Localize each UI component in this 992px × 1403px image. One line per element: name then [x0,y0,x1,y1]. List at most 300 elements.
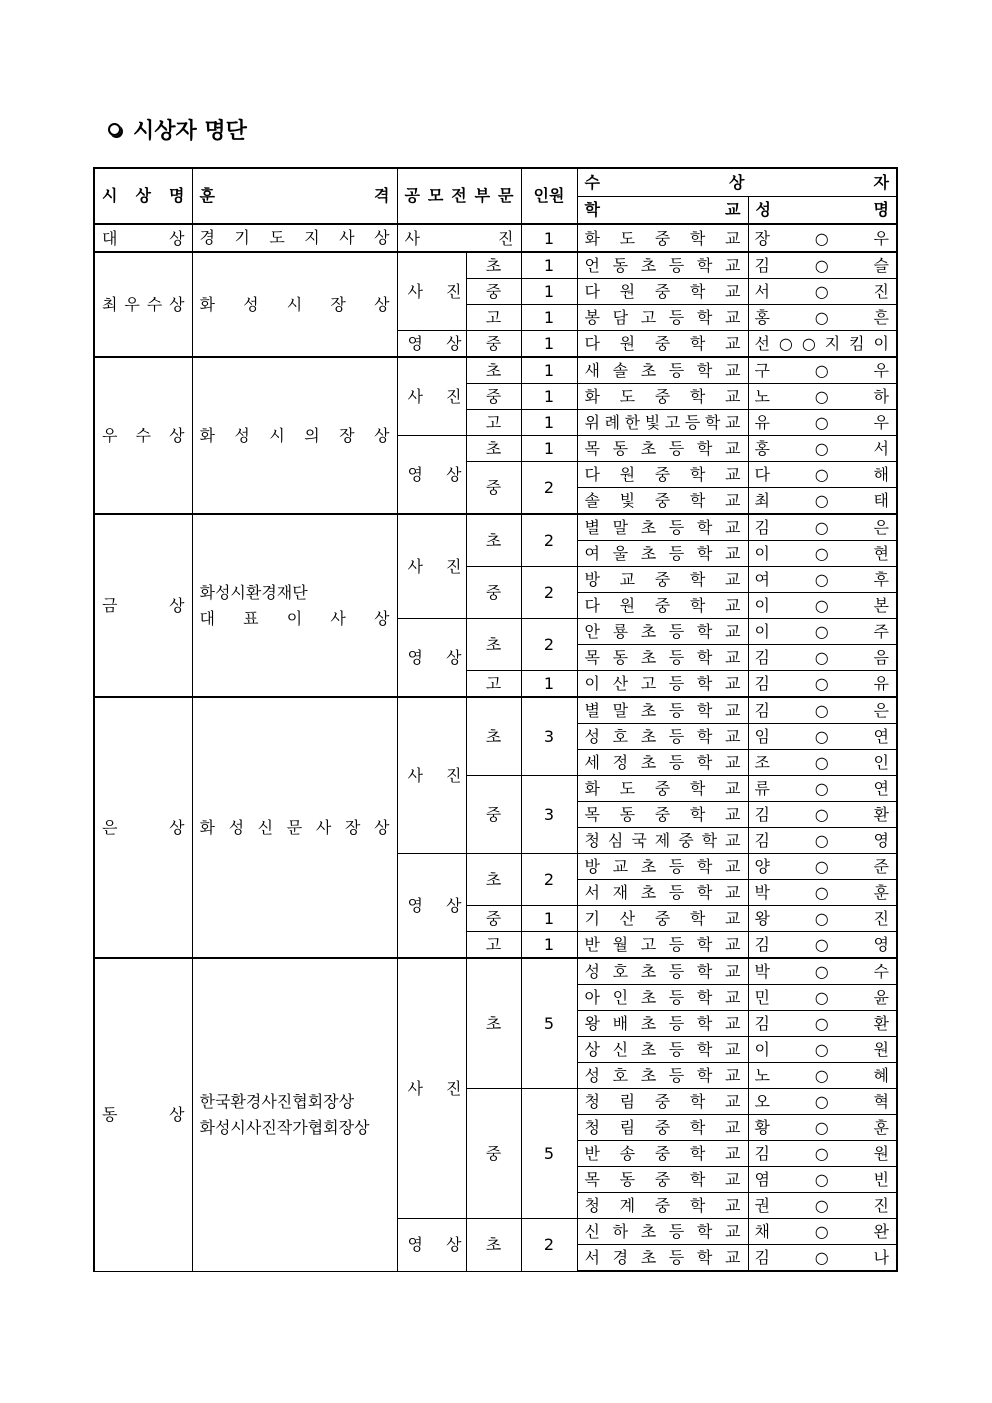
person-cell [748,462,897,488]
school-cell [577,514,748,541]
division-category: 영 상 [407,896,462,915]
person-name: 김 ○ 음 [754,648,889,667]
header-school-text: 학 교 [584,200,741,219]
honor-cell [192,958,397,1271]
school-cell [577,697,748,724]
person-name: 황 ○ 훈 [754,1118,889,1137]
division-category-cell [397,854,466,959]
school-cell [577,1193,748,1219]
school-cell [577,1063,748,1089]
count-cell [521,436,577,462]
person-name: 임 ○ 연 [754,727,889,746]
count-cell [521,671,577,698]
person-name: 조 ○ 인 [754,753,889,772]
division-level-cell [466,776,521,854]
school-name: 새 솔 초 등 학 교 [584,361,741,380]
school-name: 별 말 초 등 학 교 [584,701,741,720]
school-name: 상 신 초 등 학 교 [584,1040,741,1059]
person-name: 홍 ○ 서 [754,439,889,458]
person-cell [748,619,897,645]
school-cell [577,224,748,252]
person-cell [748,567,897,593]
person-name: 김 ○ 은 [754,518,889,537]
person-cell [748,880,897,906]
division-level: 중 [485,334,502,353]
person-name: 노 ○ 혜 [754,1066,889,1085]
table-row [94,357,897,384]
school-name: 세 정 초 등 학 교 [584,753,741,772]
table-row [94,514,897,541]
header-recipient [577,168,897,197]
recipient-count: 3 [543,727,555,746]
division-category-cell [397,224,521,252]
school-name: 성 호 초 등 학 교 [584,1066,741,1085]
division-category-cell [397,1219,466,1272]
award-name: 동 상 [102,1105,185,1125]
recipient-count: 2 [543,531,555,550]
person-name: 김 ○ 영 [754,831,889,850]
person-cell [748,305,897,331]
division-category: 영 상 [407,648,462,667]
count-cell [521,619,577,671]
school-name: 반 월 고 등 학 교 [584,935,741,954]
person-name: 김 ○ 나 [754,1248,889,1267]
honor-line: 화성시환경재단 [199,582,308,602]
person-cell [748,252,897,279]
school-cell [577,541,748,567]
school-name: 목 동 중 학 교 [584,1170,741,1189]
person-cell [748,331,897,358]
person-name: 김 ○ 원 [754,1144,889,1163]
school-name: 목 동 중 학 교 [584,805,741,824]
count-cell [521,305,577,331]
division-level-cell [466,462,521,515]
person-cell [748,384,897,410]
circle-bullet-icon [108,123,121,136]
honor-line: 화 성 시 장 상 [199,294,390,314]
header-division [397,168,521,224]
person-name: 채 ○ 완 [754,1222,889,1241]
person-name: 다 ○ 해 [754,465,889,484]
school-name: 별 말 초 등 학 교 [584,518,741,537]
person-name: 박 ○ 훈 [754,883,889,902]
award-name-cell [94,224,192,252]
honor-lines [200,1089,390,1141]
person-cell [748,1063,897,1089]
person-name: 이 ○ 주 [754,622,889,641]
count-cell [521,854,577,906]
division-level-cell [466,305,521,331]
division-level: 중 [485,1144,502,1163]
person-cell [748,1089,897,1115]
school-name: 목 동 초 등 학 교 [584,648,741,667]
school-name: 여 울 초 등 학 교 [584,544,741,563]
division-level-cell [466,619,521,671]
table-row [94,958,897,985]
division-category: 영 상 [407,465,462,484]
school-cell [577,305,748,331]
awards-table [93,167,898,1272]
count-cell [521,697,577,776]
count-cell [521,1089,577,1219]
division-level-cell [466,252,521,279]
school-cell [577,854,748,880]
school-cell [577,906,748,932]
school-cell [577,776,748,802]
division-level-cell [466,410,521,436]
count-cell [521,224,577,252]
division-level-cell [466,671,521,698]
school-cell [577,619,748,645]
person-cell [748,906,897,932]
school-name: 다 원 중 학 교 [584,596,741,615]
school-name: 다 원 중 학 교 [584,282,741,301]
school-cell [577,750,748,776]
honor-cell [192,252,397,357]
person-name: 염 ○ 빈 [754,1170,889,1189]
division-level-cell [466,854,521,906]
division-level: 초 [485,870,502,889]
person-name: 유 ○ 우 [754,413,889,432]
division-category-cell [397,331,466,358]
division-level: 고 [485,674,502,693]
school-name: 청 심 국 제 중 학 교 [584,831,741,850]
school-cell [577,252,748,279]
recipient-count: 2 [543,1235,555,1255]
division-level: 고 [485,935,502,954]
honor-lines [200,292,390,318]
recipient-count: 1 [543,935,555,954]
school-cell [577,1037,748,1063]
division-level-cell [466,331,521,358]
count-cell [521,932,577,959]
person-name: 류 ○ 연 [754,779,889,798]
award-name: 우 수 상 [102,426,185,445]
person-cell [748,932,897,959]
person-name: 이 ○ 원 [754,1040,889,1059]
person-name: 김 ○ 영 [754,935,889,954]
person-cell [748,1219,897,1245]
school-name: 성 호 초 등 학 교 [584,962,741,981]
division-level: 중 [485,805,502,824]
person-cell [748,1141,897,1167]
division-level: 초 [485,439,502,458]
person-name: 홍 ○ 흔 [754,308,889,327]
header-count [521,168,577,224]
school-cell [577,671,748,698]
header-award-text: 시 상 명 [102,186,185,205]
honor-lines [200,423,390,449]
header-honor [192,168,397,224]
recipient-count: 2 [543,870,555,889]
count-cell [521,357,577,384]
honor-cell [192,697,397,958]
recipient-count: 1 [543,674,555,693]
school-name: 화 도 중 학 교 [584,779,741,798]
school-name: 안 룡 초 등 학 교 [584,622,741,641]
school-cell [577,331,748,358]
recipient-count: 1 [543,361,555,380]
person-cell [748,802,897,828]
honor-line: 한국환경사진협회장상 [199,1091,355,1111]
count-cell [521,906,577,932]
count-cell [521,776,577,854]
division-level-cell [466,384,521,410]
award-name-cell [94,514,192,697]
header-count-text: 인원 [533,186,565,205]
division-level: 고 [485,308,502,327]
recipient-count: 5 [543,1014,555,1033]
division-level-cell [466,357,521,384]
division-level-cell [466,906,521,932]
person-cell [748,985,897,1011]
award-name-cell [94,357,192,514]
division-category: 사 진 [407,766,462,785]
school-cell [577,567,748,593]
person-name: 양 ○ 준 [754,857,889,876]
division-category: 사 진 [407,282,462,301]
count-cell [521,958,577,1089]
recipient-count: 1 [543,256,555,275]
count-cell [521,514,577,567]
division-level: 초 [485,1014,502,1033]
recipient-count: 3 [543,805,555,824]
recipient-count: 1 [543,308,555,327]
school-cell [577,880,748,906]
header-award [94,168,192,224]
school-cell [577,488,748,515]
person-name: 서 ○ 진 [754,282,889,301]
person-cell [748,279,897,305]
recipient-count: 1 [543,334,555,353]
count-cell [521,384,577,410]
person-cell [748,958,897,985]
person-cell [748,1115,897,1141]
school-name: 서 재 초 등 학 교 [584,883,741,902]
person-name: 노 ○ 하 [754,387,889,406]
school-name: 언 동 초 등 학 교 [584,256,741,275]
school-cell [577,1167,748,1193]
school-cell [577,932,748,959]
division-level-cell [466,436,521,462]
school-name: 솔 빛 중 학 교 [584,491,741,510]
division-category-cell [397,436,466,515]
school-name: 성 호 초 등 학 교 [584,727,741,746]
division-category: 사 진 [407,387,462,406]
recipient-count: 1 [543,387,555,406]
header-name-text: 성 명 [755,200,889,219]
honor-line: 대 표 이 사 상 [199,608,390,628]
school-name: 신 하 초 등 학 교 [584,1222,741,1241]
person-cell [748,1193,897,1219]
person-name: 김 ○ 은 [754,701,889,720]
school-cell [577,802,748,828]
award-name: 은 상 [102,818,185,837]
person-name: 최 ○ 태 [754,491,889,510]
table-row [94,697,897,724]
person-cell [748,776,897,802]
division-level: 중 [485,583,502,602]
division-level-cell [466,1219,521,1272]
award-name-cell [94,697,192,958]
school-cell [577,593,748,619]
person-cell [748,541,897,567]
count-cell [521,279,577,305]
school-cell [577,1089,748,1115]
school-cell [577,436,748,462]
person-name: 김 ○ 환 [754,1014,889,1033]
award-name-cell [94,958,192,1271]
count-cell [521,1219,577,1272]
division-level: 중 [485,478,502,497]
person-name: 김 ○ 슬 [754,256,889,275]
person-cell [748,488,897,515]
division-level: 초 [485,361,502,380]
division-level: 초 [485,635,502,654]
person-cell [748,724,897,750]
person-cell [748,224,897,252]
school-name: 화 도 중 학 교 [584,387,741,406]
person-name: 장 ○ 우 [754,228,889,248]
header-name [748,197,897,225]
school-name: 반 송 중 학 교 [584,1144,741,1163]
award-name: 대 상 [102,228,185,248]
person-name: 왕 ○ 진 [754,909,889,928]
recipient-count: 1 [543,282,555,301]
count-cell [521,567,577,619]
honor-line: 화 성 시 의 장 상 [199,425,390,445]
person-cell [748,593,897,619]
division-level: 초 [485,1235,502,1255]
school-name: 청 계 중 학 교 [584,1196,741,1215]
honor-lines [200,815,390,841]
person-cell [748,1011,897,1037]
division-category: 영 상 [407,1235,462,1255]
recipient-count: 1 [543,413,555,432]
division-level-cell [466,1089,521,1219]
school-name: 방 교 초 등 학 교 [584,857,741,876]
header-division-text: 공 모 전 부 문 [404,186,514,205]
division-category: 영 상 [407,334,462,353]
division-category-cell [397,619,466,698]
header-school [577,197,748,225]
page-title-text: 시상자 명단 [133,119,247,144]
person-name: 이 ○ 본 [754,596,889,615]
recipient-count: 2 [543,583,555,602]
person-name: 이 ○ 현 [754,544,889,563]
person-name: 오 ○ 혁 [754,1092,889,1111]
division-category-cell [397,697,466,854]
honor-cell [192,357,397,514]
school-cell [577,1115,748,1141]
division-category: 사 진 [407,557,462,576]
person-name: 구 ○ 우 [754,361,889,380]
division-level-cell [466,514,521,567]
person-name: 선 ○ ○ 지 킴 이 [754,334,889,353]
honor-line: 화성시사진작가협회장상 [199,1117,370,1137]
table-row [94,252,897,279]
honor-lines [200,225,390,251]
school-cell [577,828,748,854]
division-level: 초 [485,727,502,746]
school-name: 목 동 초 등 학 교 [584,439,741,458]
division-level: 고 [485,413,502,432]
person-cell [748,410,897,436]
school-name: 방 교 중 학 교 [584,570,741,589]
school-cell [577,1011,748,1037]
honor-cell [192,224,397,252]
school-cell [577,357,748,384]
person-cell [748,854,897,880]
school-cell [577,1141,748,1167]
school-cell [577,985,748,1011]
person-name: 김 ○ 환 [754,805,889,824]
person-cell [748,436,897,462]
school-name: 다 원 중 학 교 [584,334,741,353]
count-cell [521,252,577,279]
school-name: 청 림 중 학 교 [584,1118,741,1137]
recipient-count: 5 [543,1144,555,1163]
person-cell [748,697,897,724]
person-name: 김 ○ 유 [754,674,889,693]
school-name: 다 원 중 학 교 [584,465,741,484]
school-name: 봉 담 고 등 학 교 [584,308,741,327]
person-name: 권 ○ 진 [754,1196,889,1215]
division-category-cell [397,252,466,331]
division-level: 중 [485,387,502,406]
division-level-cell [466,567,521,619]
division-level: 중 [485,909,502,928]
award-name: 최 우 수 상 [102,295,185,314]
division-level: 초 [485,531,502,550]
division-level-cell [466,932,521,959]
school-cell [577,724,748,750]
header-recipient-text: 수 상 자 [584,173,889,192]
recipient-count: 1 [543,909,555,928]
school-name: 위 례 한 빛 고 등 학 교 [584,413,741,432]
person-name: 민 ○ 윤 [754,988,889,1007]
person-name: 여 ○ 후 [754,570,889,589]
division-category: 사 진 [407,1079,462,1098]
header-row-1 [94,168,897,197]
honor-cell [192,514,397,697]
division-level-cell [466,958,521,1089]
person-cell [748,1245,897,1272]
awards-table-body [94,168,897,1271]
school-name: 기 산 중 학 교 [584,909,741,928]
count-cell [521,331,577,358]
table-row [94,224,897,252]
school-cell [577,1219,748,1245]
division-category-cell [397,514,466,619]
person-cell [748,514,897,541]
recipient-count: 2 [543,478,555,497]
division-category-cell [397,357,466,436]
honor-lines [200,580,390,632]
person-cell [748,645,897,671]
person-cell [748,750,897,776]
honor-line: 화 성 신 문 사 장 상 [199,817,390,837]
division-level: 초 [485,256,502,275]
honor-line: 경 기 도 지 사 상 [199,228,390,247]
school-cell [577,1245,748,1272]
recipient-count: 1 [543,439,555,458]
division-level-cell [466,697,521,776]
school-name: 왕 배 초 등 학 교 [584,1014,741,1033]
person-cell [748,357,897,384]
school-cell [577,410,748,436]
person-cell [748,1037,897,1063]
